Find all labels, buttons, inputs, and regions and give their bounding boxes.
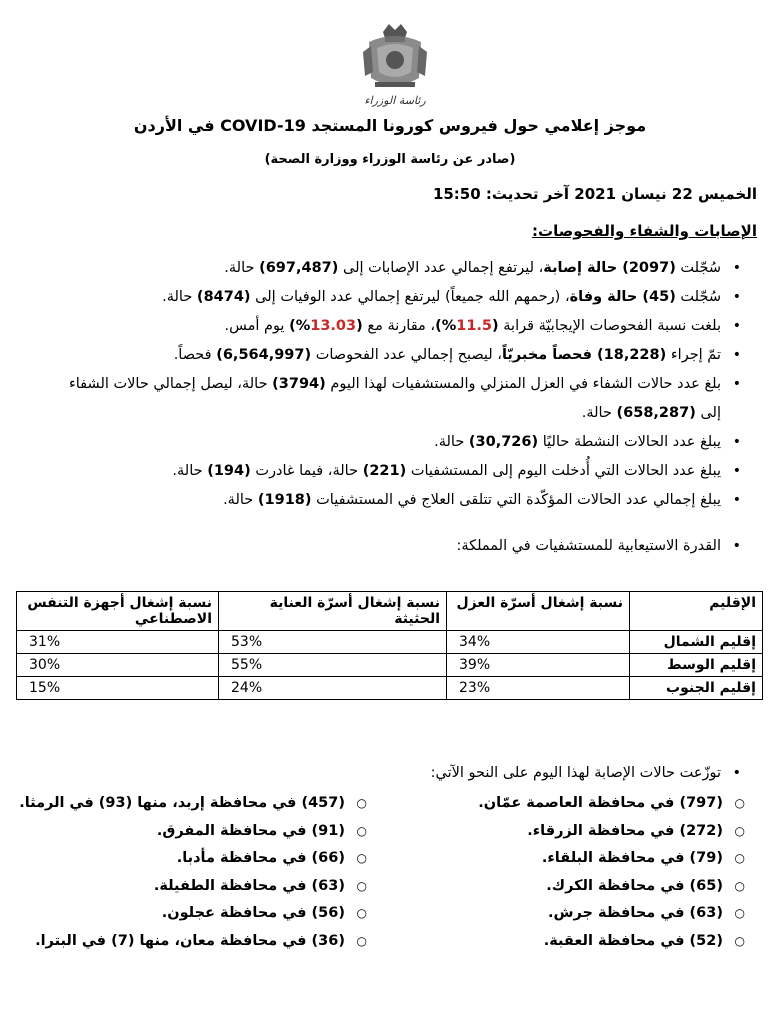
bullet-hospitalized-total: • يبلغ إجمالي عدد الحالات المؤكّدة التي تتلقى العلاج في المستشفيات (1918) حالة. bbox=[47, 486, 747, 515]
distribution-intro: • توزّعت حالات الإصابة لهذا اليوم على النحو الآتي: bbox=[431, 765, 747, 781]
section-heading: الإصابات والشفاء والفحوصات: bbox=[532, 222, 757, 240]
ventilators-cell: 30% bbox=[17, 654, 219, 677]
column-header-region: الإقليم bbox=[630, 592, 763, 631]
region-cell: إقليم الجنوب bbox=[630, 677, 763, 700]
table-row bbox=[17, 677, 763, 700]
region-cell: إقليم الوسط bbox=[630, 654, 763, 677]
capacity-intro: • القدرة الاستيعابية للمستشفيات في المملكة: bbox=[456, 538, 747, 554]
list-item: ○ (457) في محافظة إربد، منها (93) في الرمثا. bbox=[11, 790, 371, 818]
list-item: ○ (65) في محافظة الكرك. bbox=[399, 873, 749, 901]
table-row bbox=[17, 631, 763, 654]
page-subtitle: (صادر عن رئاسة الوزراء ووزارة الصحة) bbox=[264, 152, 516, 167]
isolation-cell: 23% bbox=[447, 677, 630, 700]
list-item: ○ (52) في محافظة العقبة. bbox=[399, 928, 749, 956]
governorate-list-right bbox=[399, 790, 749, 956]
stats-bullet-list bbox=[47, 254, 747, 515]
list-item: ○ (56) في محافظة عجلون. bbox=[11, 900, 371, 928]
list-item: ○ (36) في محافظة معان، منها (7) في البترا. bbox=[11, 928, 371, 956]
emblem-caption: رئاسة الوزراء bbox=[364, 94, 426, 107]
hospital-capacity-table bbox=[16, 591, 763, 700]
icu-cell: 55% bbox=[219, 654, 447, 677]
column-header-icu: نسبة إشغال أسرّة العناية الحثيثة bbox=[219, 592, 447, 631]
ventilators-cell: 31% bbox=[17, 631, 219, 654]
bullet-active-cases: • يبلغ عدد الحالات النشطة حاليًا (30,726) حالة. bbox=[47, 428, 747, 457]
list-item: ○ (63) في محافظة الطفيلة. bbox=[11, 873, 371, 901]
update-dateline: الخميس 22 نيسان 2021 آخر تحديث: 15:50 bbox=[432, 185, 757, 203]
royal-emblem bbox=[355, 22, 435, 112]
list-item: ○ (91) في محافظة المفرق. bbox=[11, 818, 371, 846]
list-item: ○ (66) في محافظة مأدبا. bbox=[11, 845, 371, 873]
list-item: ○ (272) في محافظة الزرقاء. bbox=[399, 818, 749, 846]
bullet-deaths: • سُجّلت (45) حالة وفاة، (رحمهم الله جميعاً) ليرتفع إجمالي عدد الوفيات إلى (8474) حالة. bbox=[47, 283, 747, 312]
list-item: ○ (797) في محافظة العاصمة عمّان. bbox=[399, 790, 749, 818]
governorate-list-left bbox=[11, 790, 371, 956]
table-row bbox=[17, 654, 763, 677]
bullet-recoveries: • بلغ عدد حالات الشفاء في العزل المنزلي والمستشفيات لهذا اليوم (3794) حالة، ليصل إجمالي حالات الشفاء إلى (658,287) حالة. bbox=[47, 370, 747, 428]
column-header-isolation: نسبة إشغال أسرّة العزل bbox=[447, 592, 630, 631]
isolation-cell: 34% bbox=[447, 631, 630, 654]
ventilators-cell: 15% bbox=[17, 677, 219, 700]
icu-cell: 53% bbox=[219, 631, 447, 654]
isolation-cell: 39% bbox=[447, 654, 630, 677]
bullet-positivity-rate: • بلغت نسبة الفحوصات الإيجابيّة قرابة (11.5%)، مقارنة مع (13.03%) يوم أمس. bbox=[47, 312, 747, 341]
page-title: موجز إعلامي حول فيروس كورونا المستجد COVID-19 في الأردن bbox=[133, 116, 647, 135]
region-cell: إقليم الشمال bbox=[630, 631, 763, 654]
crown-emblem-icon bbox=[355, 22, 435, 94]
list-item: ○ (79) في محافظة البلقاء. bbox=[399, 845, 749, 873]
column-header-ventilators: نسبة إشغال أجهزة التنفس الاصطناعي bbox=[17, 592, 219, 631]
bullet-new-cases: • سُجّلت (2097) حالة إصابة، ليرتفع إجمالي عدد الإصابات إلى (697,487) حالة. bbox=[47, 254, 747, 283]
table-header-row bbox=[17, 592, 763, 631]
icu-cell: 24% bbox=[219, 677, 447, 700]
bullet-tests: • تمّ إجراء (18,228) فحصاً مخبريّاً، ليصبح إجمالي عدد الفحوصات (6,564,997) فحصاً. bbox=[47, 341, 747, 370]
bullet-hospital-admissions: • يبلغ عدد الحالات التي أُدخلت اليوم إلى المستشفيات (221) حالة، فيما غادرت (194) حالة. bbox=[47, 457, 747, 486]
list-item: ○ (63) في محافظة جرش. bbox=[399, 900, 749, 928]
